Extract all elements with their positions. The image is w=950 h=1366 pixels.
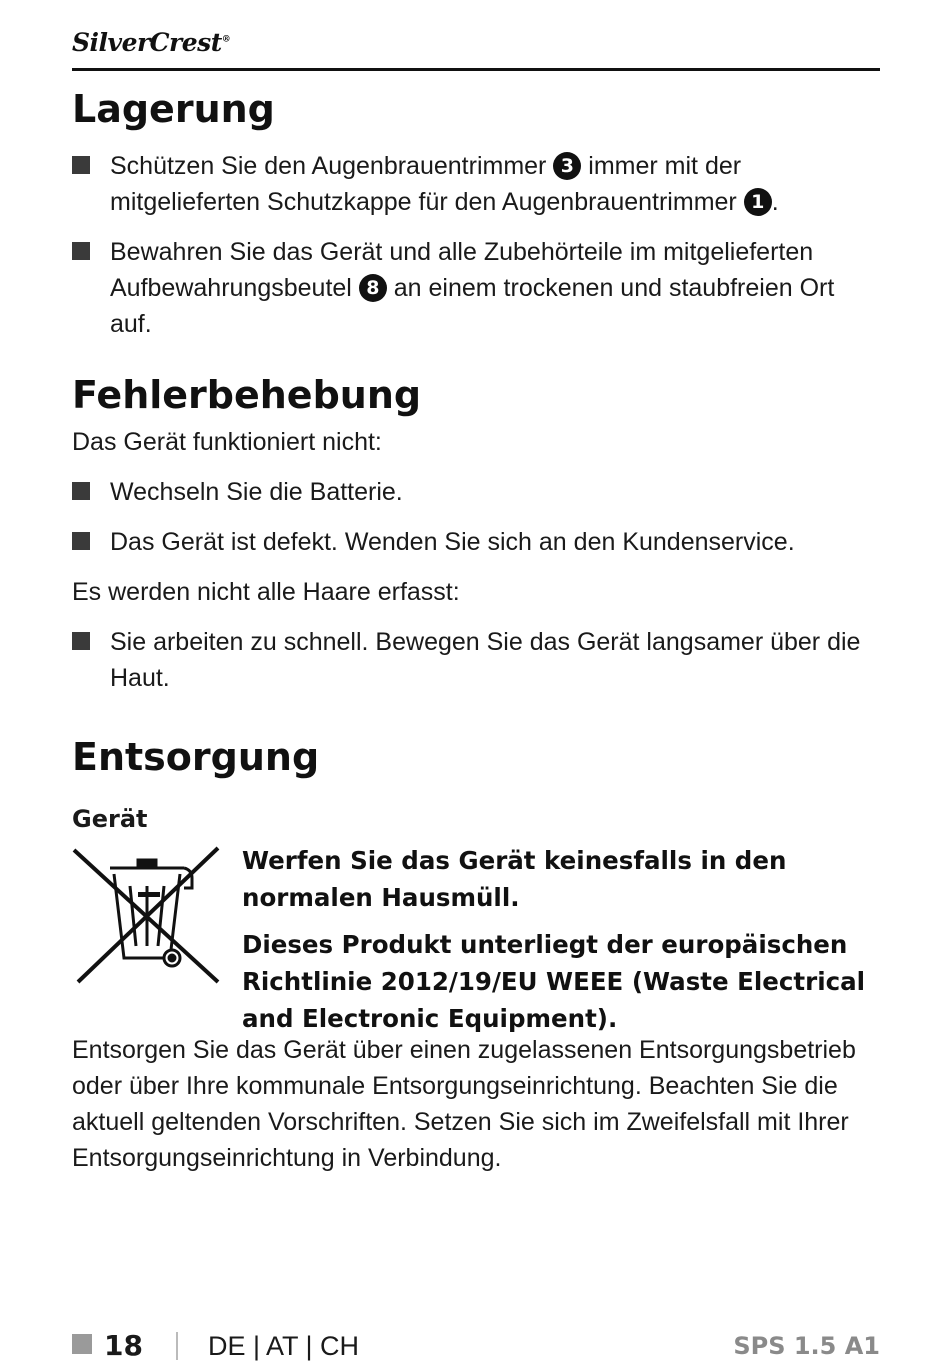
page-footer (72, 1326, 880, 1366)
crossed-out-bin-icon (72, 846, 222, 986)
list-item: Schützen Sie den Augenbrauentrimmer 3 immer mit der mitgelieferten Schutzkappe für den Augenbrauentrimmer 1 . (72, 148, 880, 220)
problem-label: Es werden nicht alle Haare erfasst: (72, 578, 460, 606)
footer-divider (176, 1332, 178, 1360)
troubleshooting-heading: Fehlerbehebung (72, 373, 422, 417)
bullet-square-icon (72, 156, 90, 174)
list-item: Sie arbeiten zu schnell. Bewegen Sie das Gerät langsamer über die Haut. (72, 624, 880, 696)
disposal-warning: Werfen Sie das Gerät keinesfalls in den normalen Hausmüll. (242, 846, 787, 912)
weee-notice (72, 842, 880, 1033)
bullet-square-icon (72, 532, 90, 550)
bullet-square-icon (72, 632, 90, 650)
disposal-subheading: Gerät (72, 805, 148, 833)
list-item: Wechseln Sie die Batterie. (72, 474, 880, 510)
part-number-badge: 1 (744, 188, 772, 216)
footer-square-icon (72, 1334, 92, 1354)
header-rule (72, 68, 880, 71)
weee-directive-note: Dieses Produkt unterliegt der europäischen Richtlinie 2012/19/EU WEEE (Waste Electrical and Electronic Equipment). (242, 930, 866, 1033)
disposal-heading: Entsorgung (72, 735, 320, 779)
manual-page (72, 0, 880, 1365)
disposal-paragraph: Entsorgen Sie das Gerät über einen zugelassenen Entsorgungsbetrieb oder über Ihre kommunale Entsorgungseinrichtung. Beachten Sie die aktuell geltenden Vorschriften. Setzen Sie sich im Zweifelsfall mit Ihrer Entsorgungseinrichtung in Verbindung. (72, 1036, 856, 1172)
list-item: Das Gerät ist defekt. Wenden Sie sich an den Kundenservice. (72, 524, 880, 560)
storage-heading: Lagerung (72, 87, 275, 131)
page-number: 18 (104, 1329, 143, 1362)
country-codes: DE | AT | CH (208, 1331, 360, 1361)
model-number: SPS 1.5 A1 (733, 1332, 880, 1360)
part-number-badge: 8 (359, 274, 387, 302)
bullet-square-icon (72, 242, 90, 260)
part-number-badge: 3 (553, 152, 581, 180)
problem-label: Das Gerät funktioniert nicht: (72, 428, 382, 456)
bullet-square-icon (72, 482, 90, 500)
list-item: Bewahren Sie das Gerät und alle Zubehörteile im mitgelieferten Aufbewahrungsbeutel 8 an einem trockenen und staubfreien Ort auf. (72, 234, 880, 342)
brand-logo: SilverCrest® (72, 28, 231, 57)
